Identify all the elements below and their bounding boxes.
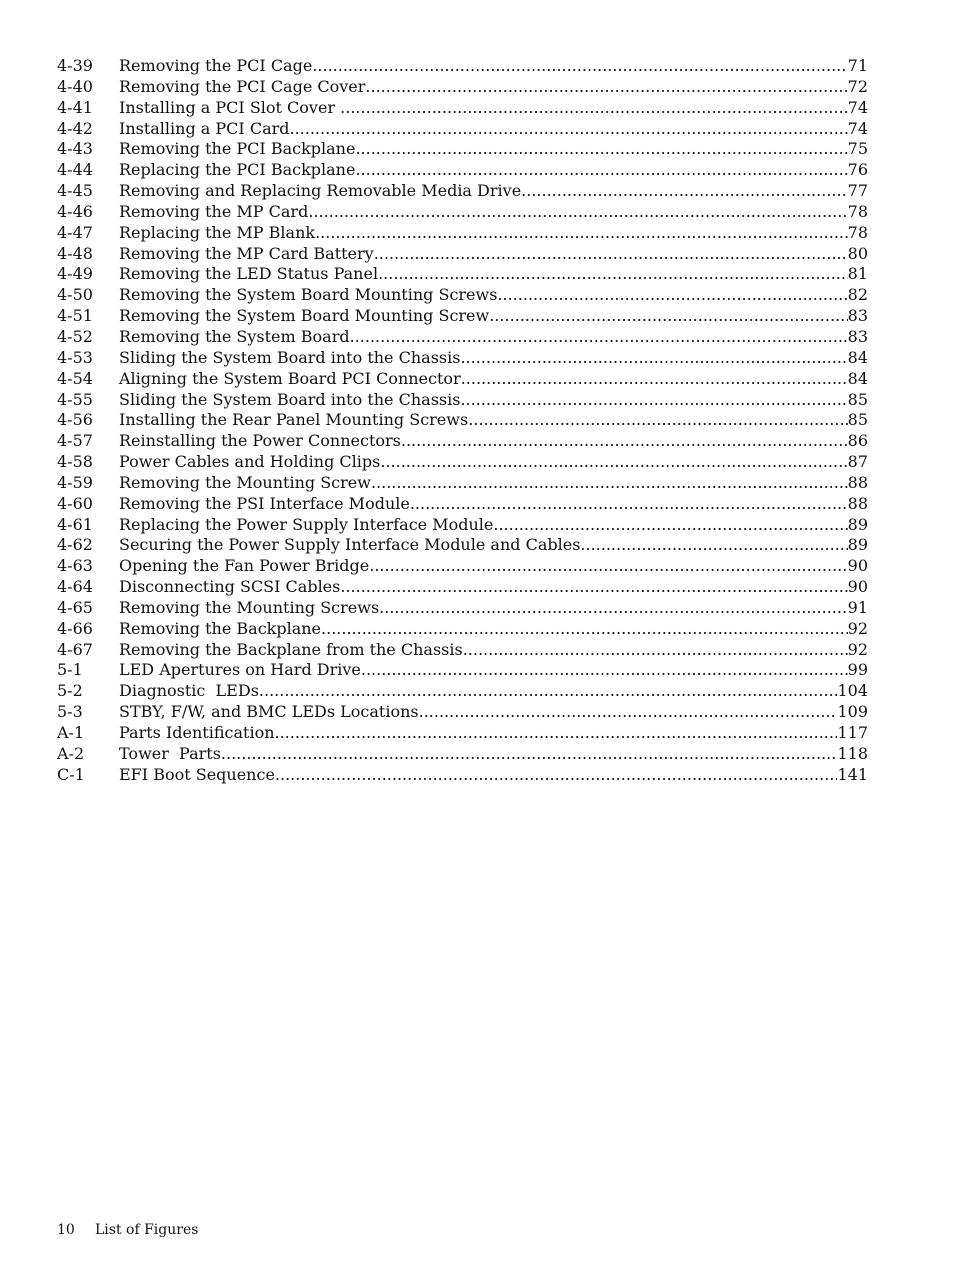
figure-number: 4-42 bbox=[57, 118, 93, 138]
figure-title: Removing the PCI Cage Cover bbox=[119, 76, 366, 96]
figure-page-number: 72 bbox=[847, 76, 868, 96]
figure-title: Sliding the System Board into the Chassis bbox=[119, 389, 461, 409]
dot-leader bbox=[419, 702, 838, 723]
figure-number: 5-3 bbox=[57, 702, 83, 722]
figure-number: 4-45 bbox=[57, 181, 93, 201]
figure-page-number: 88 bbox=[847, 493, 868, 513]
dot-leader bbox=[468, 410, 847, 431]
figure-title: Removing the LED Status Panel bbox=[119, 264, 379, 284]
figure-page-number: 89 bbox=[847, 535, 868, 555]
figure-title: Tower Parts bbox=[119, 743, 221, 763]
figure-page-number: 99 bbox=[847, 660, 868, 680]
dot-leader bbox=[461, 369, 848, 390]
figure-title: Disconnecting SCSI Cables bbox=[119, 577, 341, 597]
figure-number: 4-60 bbox=[57, 493, 93, 513]
toc-entry[interactable] bbox=[57, 619, 868, 640]
figure-number: 4-55 bbox=[57, 389, 93, 409]
figure-number: 4-49 bbox=[57, 264, 93, 284]
toc-entry[interactable] bbox=[57, 577, 868, 598]
figure-page-number: 89 bbox=[847, 514, 868, 534]
dot-leader bbox=[315, 223, 848, 244]
toc-entry[interactable] bbox=[57, 160, 868, 181]
figure-title: Removing the System Board bbox=[119, 326, 350, 346]
toc-entry[interactable] bbox=[57, 681, 868, 702]
toc-entry[interactable] bbox=[57, 598, 868, 619]
figure-number: 4-51 bbox=[57, 306, 93, 326]
toc-entry[interactable] bbox=[57, 473, 868, 494]
figure-title: Aligning the System Board PCI Connector bbox=[119, 368, 461, 388]
toc-entry[interactable] bbox=[57, 223, 868, 244]
figure-number: C-1 bbox=[57, 764, 85, 784]
figure-page-number: 83 bbox=[847, 306, 868, 326]
figure-title: Opening the Fan Power Bridge bbox=[119, 556, 370, 576]
figure-title: Removing the System Board Mounting Screw bbox=[119, 306, 490, 326]
figure-page-number: 91 bbox=[847, 597, 868, 617]
dot-leader bbox=[290, 119, 848, 140]
figure-title: Removing the PCI Backplane bbox=[119, 139, 356, 159]
figure-page-number: 86 bbox=[847, 431, 868, 451]
figure-number: 4-66 bbox=[57, 618, 93, 638]
figure-page-number: 88 bbox=[847, 472, 868, 492]
list-of-figures bbox=[57, 56, 868, 786]
figure-title: Removing the PCI Cage bbox=[119, 56, 313, 75]
figure-page-number: 90 bbox=[847, 577, 868, 597]
dot-leader bbox=[355, 160, 847, 181]
toc-entry[interactable] bbox=[57, 119, 868, 140]
figure-page-number: 80 bbox=[847, 243, 868, 263]
figure-page-number: 104 bbox=[837, 681, 868, 701]
figure-title: Diagnostic LEDs bbox=[119, 681, 259, 701]
dot-leader bbox=[379, 598, 847, 619]
figure-number: 4-54 bbox=[57, 368, 93, 388]
figure-number: 4-48 bbox=[57, 243, 93, 263]
figure-page-number: 82 bbox=[847, 285, 868, 305]
toc-entry[interactable] bbox=[57, 98, 868, 119]
figure-number: 4-61 bbox=[57, 514, 93, 534]
figure-number: 4-59 bbox=[57, 472, 93, 492]
figure-page-number: 71 bbox=[847, 56, 868, 75]
toc-entry[interactable] bbox=[57, 702, 868, 723]
figure-number: 4-67 bbox=[57, 639, 93, 659]
dot-leader bbox=[460, 390, 847, 411]
figure-title: Replacing the PCI Backplane bbox=[119, 160, 356, 180]
dot-leader bbox=[340, 98, 847, 119]
figure-title: Installing the Rear Panel Mounting Screws bbox=[119, 410, 469, 430]
dot-leader bbox=[401, 431, 848, 452]
toc-entry[interactable] bbox=[57, 348, 868, 369]
dot-leader bbox=[365, 77, 847, 98]
figure-number: 4-57 bbox=[57, 431, 93, 451]
figure-page-number: 141 bbox=[837, 764, 868, 784]
figure-number: 4-46 bbox=[57, 201, 93, 221]
figure-title: Removing the PSI Interface Module bbox=[119, 493, 410, 513]
dot-leader bbox=[380, 452, 847, 473]
toc-entry[interactable] bbox=[57, 264, 868, 285]
figure-title: STBY, F/W, and BMC LEDs Locations bbox=[119, 702, 419, 722]
dot-leader bbox=[355, 139, 847, 160]
figure-number: 4-44 bbox=[57, 160, 93, 180]
dot-leader bbox=[374, 244, 848, 265]
toc-entry[interactable] bbox=[57, 556, 868, 577]
figure-title: Reinstalling the Power Connectors bbox=[119, 431, 401, 451]
figure-title: Removing the System Board Mounting Screws bbox=[119, 285, 498, 305]
toc-entry[interactable] bbox=[57, 535, 868, 556]
figure-title: Sliding the System Board into the Chassis bbox=[119, 347, 461, 367]
figure-title: Removing the Mounting Screws bbox=[119, 597, 380, 617]
figure-number: 4-40 bbox=[57, 76, 93, 96]
dot-leader bbox=[340, 577, 847, 598]
figure-page-number: 92 bbox=[847, 639, 868, 659]
figure-number: 4-43 bbox=[57, 139, 93, 159]
figure-page-number: 84 bbox=[847, 368, 868, 388]
dot-leader bbox=[463, 640, 848, 661]
figure-title: Removing and Replacing Removable Media Drive bbox=[119, 181, 522, 201]
toc-entry[interactable] bbox=[57, 765, 868, 786]
dot-leader bbox=[312, 56, 847, 77]
dot-leader bbox=[350, 327, 848, 348]
figure-number: 4-65 bbox=[57, 597, 93, 617]
figure-number: 5-1 bbox=[57, 660, 83, 680]
figure-page-number: 76 bbox=[847, 160, 868, 180]
figure-page-number: 74 bbox=[847, 97, 868, 117]
figure-number: 4-50 bbox=[57, 285, 93, 305]
toc-entry[interactable] bbox=[57, 494, 868, 515]
figure-page-number: 78 bbox=[847, 222, 868, 242]
figure-title: Securing the Power Supply Interface Module and Cables bbox=[119, 535, 581, 555]
figure-number: 5-2 bbox=[57, 681, 83, 701]
figure-page-number: 85 bbox=[847, 389, 868, 409]
dot-leader bbox=[410, 494, 848, 515]
toc-entry[interactable] bbox=[57, 660, 868, 681]
toc-entry[interactable] bbox=[57, 390, 868, 411]
figure-title: Removing the Mounting Screw bbox=[119, 472, 371, 492]
figure-number: 4-47 bbox=[57, 222, 93, 242]
figure-title: Replacing the Power Supply Interface Module bbox=[119, 514, 494, 534]
dot-leader bbox=[308, 202, 847, 223]
figure-number: A-1 bbox=[57, 723, 85, 742]
figure-page-number: 74 bbox=[847, 118, 868, 138]
toc-entry[interactable] bbox=[57, 452, 868, 473]
figure-number: 4-64 bbox=[57, 577, 93, 597]
figure-title: Removing the MP Card Battery bbox=[119, 243, 374, 263]
figure-page-number: 85 bbox=[847, 410, 868, 430]
figure-page-number: 87 bbox=[847, 452, 868, 472]
dot-leader bbox=[489, 306, 847, 327]
figure-number: 4-53 bbox=[57, 347, 93, 367]
toc-entry[interactable] bbox=[57, 744, 868, 765]
figure-page-number: 81 bbox=[847, 264, 868, 284]
figure-title: Parts Identification bbox=[119, 723, 275, 742]
figure-title: Power Cables and Holding Clips bbox=[119, 452, 381, 472]
dot-leader bbox=[371, 473, 848, 494]
toc-entry[interactable] bbox=[57, 431, 868, 452]
figure-number: 4-39 bbox=[57, 56, 93, 75]
figure-number: 4-52 bbox=[57, 326, 93, 346]
footer-section-title: List of Figures bbox=[95, 1222, 199, 1238]
toc-entry[interactable] bbox=[57, 181, 868, 202]
dot-leader bbox=[221, 744, 838, 765]
toc-entry[interactable] bbox=[57, 77, 868, 98]
toc-entry[interactable] bbox=[57, 244, 868, 265]
figure-page-number: 75 bbox=[847, 139, 868, 159]
figure-page-number: 78 bbox=[847, 201, 868, 221]
toc-entry[interactable] bbox=[57, 515, 868, 536]
figure-title: EFI Boot Sequence bbox=[119, 764, 275, 784]
figure-page-number: 118 bbox=[837, 743, 868, 763]
figure-title: Installing a PCI Slot Cover bbox=[119, 97, 341, 117]
figure-page-number: 109 bbox=[837, 702, 868, 722]
toc-entry[interactable] bbox=[57, 285, 868, 306]
figure-page-number: 92 bbox=[847, 618, 868, 638]
figure-number: A-2 bbox=[57, 743, 85, 763]
footer-page-number: 10 bbox=[57, 1222, 75, 1238]
toc-entry[interactable] bbox=[57, 327, 868, 348]
figure-page-number: 83 bbox=[847, 326, 868, 346]
figure-title: Removing the Backplane from the Chassis bbox=[119, 639, 463, 659]
figure-page-number: 90 bbox=[847, 556, 868, 576]
figure-page-number: 77 bbox=[847, 181, 868, 201]
figure-number: 4-62 bbox=[57, 535, 93, 555]
page-footer bbox=[57, 1222, 198, 1238]
dot-leader bbox=[321, 619, 848, 640]
dot-leader bbox=[361, 660, 848, 681]
toc-entry[interactable] bbox=[57, 306, 868, 327]
dot-leader bbox=[259, 681, 838, 702]
toc-entry[interactable] bbox=[57, 640, 868, 661]
toc-entry[interactable] bbox=[57, 202, 868, 223]
figure-title: Replacing the MP Blank bbox=[119, 222, 316, 242]
figure-number: 4-56 bbox=[57, 410, 93, 430]
toc-entry[interactable] bbox=[57, 139, 868, 160]
figure-page-number: 117 bbox=[837, 723, 868, 742]
figure-number: 4-41 bbox=[57, 97, 93, 117]
dot-leader bbox=[275, 765, 838, 786]
figure-number: 4-63 bbox=[57, 556, 93, 576]
dot-leader bbox=[521, 181, 847, 202]
dot-leader bbox=[493, 515, 847, 536]
toc-entry[interactable] bbox=[57, 723, 868, 744]
figure-title: Removing the MP Card bbox=[119, 201, 309, 221]
figure-page-number: 84 bbox=[847, 347, 868, 367]
dot-leader bbox=[369, 556, 847, 577]
toc-entry[interactable] bbox=[57, 369, 868, 390]
dot-leader bbox=[580, 535, 847, 556]
dot-leader bbox=[378, 264, 848, 285]
dot-leader bbox=[275, 723, 838, 744]
figure-number: 4-58 bbox=[57, 452, 93, 472]
figure-title: LED Apertures on Hard Drive bbox=[119, 660, 361, 680]
toc-entry[interactable] bbox=[57, 56, 868, 77]
toc-entry[interactable] bbox=[57, 410, 868, 431]
figure-title: Removing the Backplane bbox=[119, 618, 322, 638]
dot-leader bbox=[497, 285, 847, 306]
dot-leader bbox=[460, 348, 847, 369]
figure-title: Installing a PCI Card bbox=[119, 118, 290, 138]
